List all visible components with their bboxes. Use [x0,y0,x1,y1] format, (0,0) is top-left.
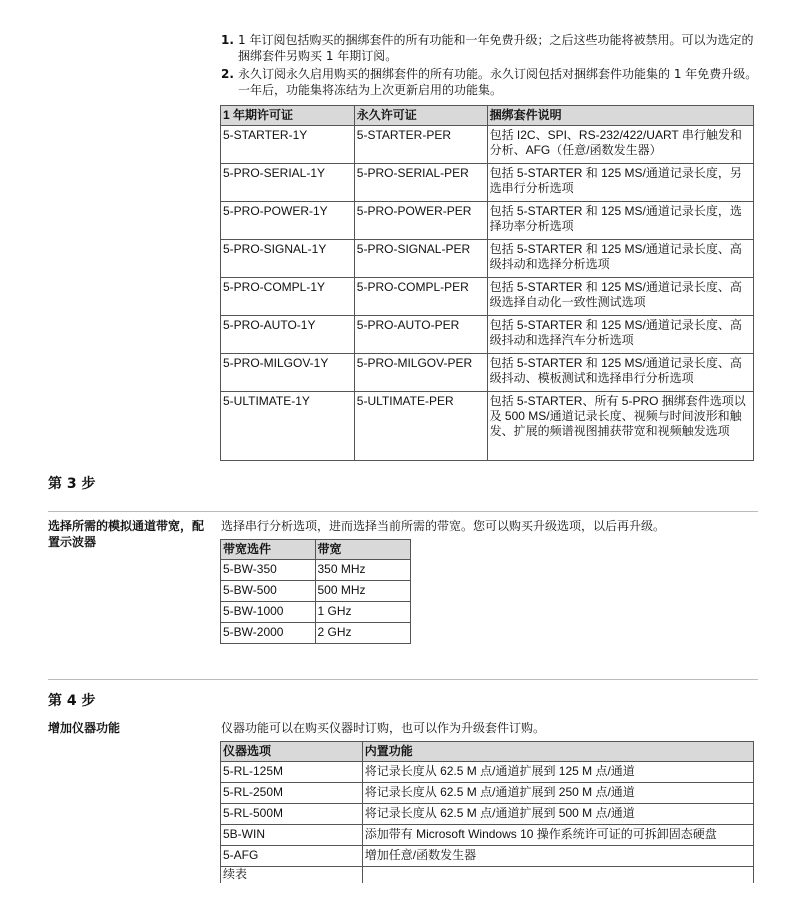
table-cell: 5-PRO-POWER-PER [354,202,487,240]
table-cell: 5-PRO-COMPL-PER [354,278,487,316]
table-row [221,560,411,581]
bandwidth-table [220,539,411,644]
note-number: 2. [221,67,234,81]
table-row [221,354,754,392]
note-1 [221,32,761,64]
table-cell: 包括 I2C、SPI、RS-232/422/UART 串行触发和分析、AFG（任意/函数发生器） [487,126,753,164]
step-3-intro: 选择串行分析选项，进而选择当前所需的带宽。您可以购买升级选项，以后再升级。 [221,519,666,533]
column-header: 捆绑套件说明 [487,106,753,126]
table-cell: 5-PRO-COMPL-1Y [221,278,355,316]
table-cell: 5-STARTER-PER [354,126,487,164]
table-cell: 2 GHz [315,623,411,644]
table-cell: 包括 5-STARTER 和 125 MS/通道记录长度、高级抖动和选择分析选项 [487,240,753,278]
note-2 [221,66,761,98]
table-cell: 增加任意/函数发生器 [362,846,753,867]
table-cell: 5-RL-250M [221,783,363,804]
table-row [221,202,754,240]
table-cell: 包括 5-STARTER 和 125 MS/通道记录长度，选择功率分析选项 [487,202,753,240]
table-header-row [221,106,754,126]
table-row [221,623,411,644]
table-cell: 包括 5-STARTER、所有 5-PRO 捆绑套件选项以及 500 MS/通道记录长度、视频与时间波形和触发、扩展的频谱视图捕获带宽和视频触发选项 [487,392,753,461]
table-cell: 5-BW-2000 [221,623,316,644]
table-cell: 5-PRO-AUTO-PER [354,316,487,354]
table-row [221,783,754,804]
table-cell: 5-RL-500M [221,804,363,825]
table-cell: 5-BW-350 [221,560,316,581]
table-cell: 5-ULTIMATE-1Y [221,392,355,461]
table-row [221,278,754,316]
table-cell: 5-PRO-SERIAL-1Y [221,164,355,202]
bundle-license-table [220,105,754,461]
table-row [221,240,754,278]
column-header: 1 年期许可证 [221,106,355,126]
table-cell: 350 MHz [315,560,411,581]
column-header: 仪器选项 [221,742,363,762]
table-row [221,804,754,825]
table-row [221,392,754,461]
step-3-title: 第 3 步 [48,476,96,492]
table-cell: 5-PRO-AUTO-1Y [221,316,355,354]
step-4-label: 增加仪器功能 [48,721,121,735]
table-cell: 5-BW-500 [221,581,316,602]
table-header-row [221,540,411,560]
table-cell: 包括 5-STARTER 和 125 MS/通道记录长度、高级抖动和选择汽车分析选项 [487,316,753,354]
step-3-label: 选择所需的模拟通道带宽，配置示波器 [48,519,205,549]
table-row [221,581,411,602]
table-cell-empty [362,867,753,883]
step-4-title: 第 4 步 [48,693,96,709]
table-continued-row [221,867,754,883]
table-cell: 5-BW-1000 [221,602,316,623]
table-row [221,846,754,867]
table-row [221,762,754,783]
instrument-options-table [220,741,754,883]
column-header: 内置功能 [362,742,753,762]
table-row [221,316,754,354]
section-divider [48,511,758,512]
table-cell: 500 MHz [315,581,411,602]
table-row [221,126,754,164]
section-divider [48,679,758,680]
table-cell: 5-PRO-POWER-1Y [221,202,355,240]
table-cell: 5B-WIN [221,825,363,846]
table-cell: 5-AFG [221,846,363,867]
table-cell: 5-STARTER-1Y [221,126,355,164]
table-row [221,602,411,623]
table-cell: 包括 5-STARTER 和 125 MS/通道记录长度、高级抖动、模板测试和选择串行分析选项 [487,354,753,392]
table-cell: 5-PRO-MILGOV-1Y [221,354,355,392]
table-cell: 包括 5-STARTER 和 125 MS/通道记录长度、高级选择自动化一致性测试选项 [487,278,753,316]
note-text: 1 年订阅包括购买的捆绑套件的所有功能和一年免费升级；之后这些功能将被禁用。可以为选定的捆绑套件另购买 1 年期订阅。 [238,33,754,63]
continued-label: 续表 [221,867,363,883]
column-header: 永久许可证 [354,106,487,126]
note-number: 1. [221,33,234,47]
note-text: 永久订阅永久启用购买的捆绑套件的所有功能。永久订阅包括对捆绑套件功能集的 1 年免费升级。一年后，功能集将冻结为上次更新启用的功能集。 [238,67,758,97]
table-cell: 将记录长度从 62.5 M 点/通道扩展到 125 M 点/通道 [362,762,753,783]
table-cell: 将记录长度从 62.5 M 点/通道扩展到 250 M 点/通道 [362,783,753,804]
column-header: 带宽 [315,540,411,560]
table-cell: 5-PRO-SIGNAL-1Y [221,240,355,278]
table-cell: 添加带有 Microsoft Windows 10 操作系统许可证的可拆卸固态硬盘 [362,825,753,846]
table-cell: 5-PRO-SIGNAL-PER [354,240,487,278]
table-row [221,825,754,846]
table-row [221,164,754,202]
table-cell: 将记录长度从 62.5 M 点/通道扩展到 500 M 点/通道 [362,804,753,825]
table-cell: 5-PRO-MILGOV-PER [354,354,487,392]
table-header-row [221,742,754,762]
column-header: 带宽选件 [221,540,316,560]
step-4-intro: 仪器功能可以在购买仪器时订购，也可以作为升级套件订购。 [221,721,546,735]
table-cell: 1 GHz [315,602,411,623]
table-cell: 5-ULTIMATE-PER [354,392,487,461]
table-cell: 包括 5-STARTER 和 125 MS/通道记录长度，另选串行分析选项 [487,164,753,202]
table-cell: 5-PRO-SERIAL-PER [354,164,487,202]
table-cell: 5-RL-125M [221,762,363,783]
